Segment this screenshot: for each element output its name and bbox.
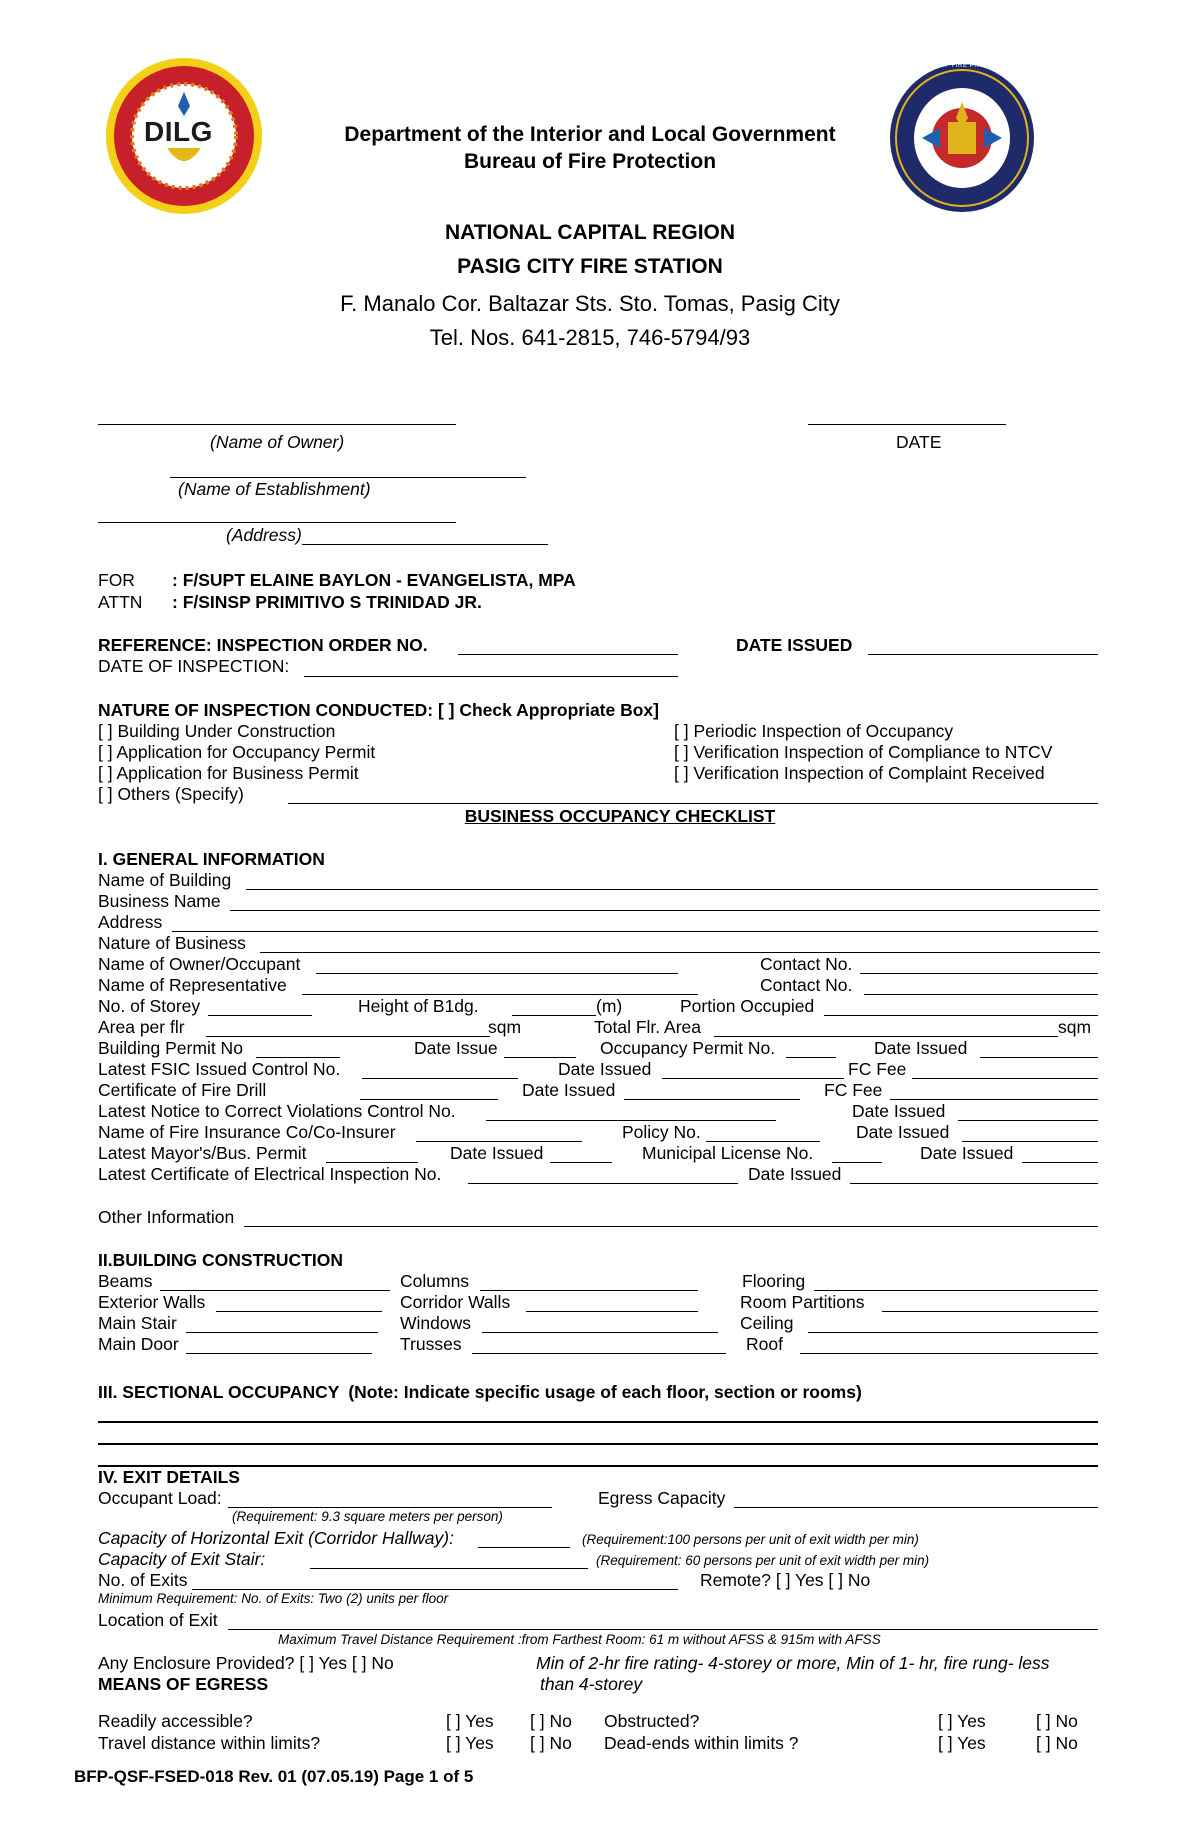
checklist-title: BUSINESS OCCUPANCY CHECKLIST xyxy=(464,806,776,826)
station-name: PASIG CITY FIRE STATION xyxy=(457,255,723,278)
address-line-bottom[interactable] xyxy=(302,544,548,545)
ceiling-label: Ceiling xyxy=(740,1313,794,1333)
obstructed-no[interactable]: [ ] No xyxy=(1036,1711,1078,1731)
occupancy-permit-label: Occupancy Permit No. xyxy=(600,1038,776,1058)
for-value: : F/SUPT ELAINE BAYLON - EVANGELISTA, MPA xyxy=(172,570,576,590)
egress-heading: MEANS OF EGRESS xyxy=(98,1674,269,1694)
roof-line[interactable] xyxy=(800,1353,1098,1354)
attn-label: ATTN xyxy=(98,592,143,612)
beams-label: Beams xyxy=(98,1271,153,1291)
flooring-label: Flooring xyxy=(742,1271,806,1291)
owner-occupant-label: Name of Owner/Occupant xyxy=(98,954,301,974)
location-of-exit-line[interactable] xyxy=(228,1629,1098,1630)
electrical-cert-line[interactable] xyxy=(468,1183,738,1184)
date-issued-7-label: Date Issued xyxy=(920,1143,1014,1163)
latest-notice-line[interactable] xyxy=(486,1120,776,1121)
date-of-inspection-label: DATE OF INSPECTION: xyxy=(98,656,290,676)
main-door-line[interactable] xyxy=(186,1353,372,1354)
contact-no-2-label: Contact No. xyxy=(760,975,853,995)
municipal-license-line[interactable] xyxy=(832,1162,882,1163)
department-name: Department of the Interior and Local Government xyxy=(344,123,836,146)
building-permit-label: Building Permit No xyxy=(98,1038,243,1058)
inspection-order-line[interactable] xyxy=(458,654,678,655)
no-of-storey-label: No. of Storey xyxy=(98,996,201,1016)
date-issue-line[interactable] xyxy=(504,1057,576,1058)
trusses-line[interactable] xyxy=(472,1353,726,1354)
exit-stair-label: Capacity of Exit Stair: xyxy=(98,1549,266,1569)
readily-no[interactable]: [ ] No xyxy=(530,1711,572,1731)
travel-yes[interactable]: [ ] Yes xyxy=(446,1733,494,1753)
latest-fsic-line[interactable] xyxy=(362,1078,518,1079)
main-door-label: Main Door xyxy=(98,1334,179,1354)
nature-of-business-line[interactable] xyxy=(260,952,1100,953)
date-issue-label: Date Issue xyxy=(414,1038,498,1058)
sqm-1: sqm xyxy=(488,1017,522,1037)
occupant-load-line[interactable] xyxy=(228,1507,552,1508)
sectional-heading-bold: III. SECTIONAL OCCUPANCY xyxy=(98,1382,340,1402)
enclosure-note-1: Min of 2-hr fire rating- 4-storey or more, Min of 1- hr, fire rung- less xyxy=(536,1653,1050,1673)
sectional-line-3[interactable] xyxy=(98,1465,1098,1467)
columns-label: Columns xyxy=(400,1271,470,1291)
contact-no-1-line[interactable] xyxy=(860,973,1098,974)
construction-heading: II.BUILDING CONSTRUCTION xyxy=(98,1250,343,1270)
address-label: (Address) xyxy=(226,525,302,545)
occupant-load-label: Occupant Load: xyxy=(98,1488,222,1508)
nature-option-periodic[interactable]: [ ] Periodic Inspection of Occupancy xyxy=(674,721,954,741)
exterior-walls-label: Exterior Walls xyxy=(98,1292,206,1312)
date-issued-line[interactable] xyxy=(868,654,1098,655)
min-exits-requirement: Minimum Requirement: No. of Exits: Two (2) units per floor xyxy=(98,1591,449,1606)
date-issued-2-label: Date Issued xyxy=(558,1059,652,1079)
other-information-label: Other Information xyxy=(98,1207,235,1227)
ceiling-line[interactable] xyxy=(808,1332,1098,1333)
enclosure-note-2: than 4-storey xyxy=(540,1674,643,1694)
bfp-logo-text: BUREAU OF FIRE PROTECTION xyxy=(908,63,1016,69)
dead-ends-no[interactable]: [ ] No xyxy=(1036,1733,1078,1753)
exit-stair-requirement: (Requirement: 60 persons per unit of exit width per min) xyxy=(596,1553,930,1568)
trusses-label: Trusses xyxy=(400,1334,462,1354)
occupant-load-requirement: (Requirement: 9.3 square meters per person) xyxy=(232,1509,503,1524)
nature-option-business-permit[interactable]: [ ] Application for Business Permit xyxy=(98,763,359,783)
name-of-building-line[interactable] xyxy=(246,889,1098,890)
exit-heading: IV. EXIT DETAILS xyxy=(98,1467,240,1487)
nature-option-complaint[interactable]: [ ] Verification Inspection of Complaint Received xyxy=(674,763,1045,783)
main-stair-line[interactable] xyxy=(186,1332,378,1333)
obstructed-yes[interactable]: [ ] Yes xyxy=(938,1711,986,1731)
bureau-name: Bureau of Fire Protection xyxy=(463,150,717,173)
dilg-logo xyxy=(104,56,264,216)
attn-value: : F/SINSP PRIMITIVO S TRINIDAD JR. xyxy=(172,592,482,612)
date-issued-7-line[interactable] xyxy=(1022,1162,1098,1163)
total-flr-area-line[interactable] xyxy=(714,1036,1058,1037)
nature-option-others[interactable]: [ ] Others (Specify) xyxy=(98,784,244,804)
date-issued-5-label: Date Issued xyxy=(856,1122,950,1142)
date-issued-1-line[interactable] xyxy=(980,1057,1098,1058)
owner-name-line[interactable] xyxy=(98,424,456,425)
main-stair-label: Main Stair xyxy=(98,1313,177,1333)
owner-name-label: (Name of Owner) xyxy=(210,432,345,452)
policy-no-line[interactable] xyxy=(706,1141,820,1142)
other-information-line[interactable] xyxy=(244,1226,1098,1227)
egress-capacity-label: Egress Capacity xyxy=(598,1488,726,1508)
height-label: Height of B1dg. xyxy=(358,996,479,1016)
remote-option[interactable]: Remote? [ ] Yes [ ] No xyxy=(700,1570,871,1590)
height-line[interactable] xyxy=(512,1015,596,1016)
horizontal-exit-label: Capacity of Horizontal Exit (Corridor Hallway): xyxy=(98,1528,454,1548)
date-issued-label: DATE ISSUED xyxy=(736,635,853,655)
policy-no-label: Policy No. xyxy=(622,1122,701,1142)
total-flr-area-label: Total Flr. Area xyxy=(594,1017,701,1037)
sectional-line-2[interactable] xyxy=(98,1443,1098,1445)
room-partitions-line[interactable] xyxy=(882,1311,1098,1312)
for-label: FOR xyxy=(98,570,135,590)
date-issued-4-line[interactable] xyxy=(958,1120,1098,1121)
address-field-line[interactable] xyxy=(172,931,1098,932)
sqm-2: sqm xyxy=(1058,1017,1092,1037)
exit-stair-line[interactable] xyxy=(310,1568,588,1569)
representative-label: Name of Representative xyxy=(98,975,287,995)
roof-label: Roof xyxy=(746,1334,783,1354)
horizontal-exit-line[interactable] xyxy=(478,1547,570,1548)
enclosure-question[interactable]: Any Enclosure Provided? [ ] Yes [ ] No xyxy=(98,1653,394,1673)
establishment-label: (Name of Establishment) xyxy=(178,479,371,499)
beams-line[interactable] xyxy=(160,1290,390,1291)
area-per-flr-label: Area per flr xyxy=(98,1017,185,1037)
nature-option-construction[interactable]: [ ] Building Under Construction xyxy=(98,721,336,741)
readily-yes[interactable]: [ ] Yes xyxy=(446,1711,494,1731)
business-name-label: Business Name xyxy=(98,891,221,911)
sectional-heading-note: (Note: Indicate specific usage of each floor, section or rooms) xyxy=(348,1382,862,1402)
no-of-storey-line[interactable] xyxy=(208,1015,312,1016)
exterior-walls-line[interactable] xyxy=(216,1311,382,1312)
date-issued-3-label: Date Issued xyxy=(522,1080,616,1100)
travel-no[interactable]: [ ] No xyxy=(530,1733,572,1753)
date-issued-8-line[interactable] xyxy=(850,1183,1098,1184)
establishment-line[interactable] xyxy=(170,477,526,478)
travel-distance-label: Travel distance within limits? xyxy=(98,1733,321,1753)
date-issued-6-line[interactable] xyxy=(550,1162,612,1163)
fc-fee-2-label: FC Fee xyxy=(824,1080,883,1100)
height-unit: (m) xyxy=(596,996,623,1016)
business-name-line[interactable] xyxy=(230,910,1100,911)
building-permit-line[interactable] xyxy=(256,1057,340,1058)
latest-fsic-label: Latest FSIC Issued Control No. xyxy=(98,1059,341,1079)
others-specify-line[interactable] xyxy=(288,803,1098,804)
dead-ends-yes[interactable]: [ ] Yes xyxy=(938,1733,986,1753)
location-of-exit-label: Location of Exit xyxy=(98,1610,218,1630)
portion-occupied-label: Portion Occupied xyxy=(680,996,815,1016)
sectional-heading xyxy=(98,1382,862,1402)
name-of-building-label: Name of Building xyxy=(98,870,232,890)
nature-heading: NATURE OF INSPECTION CONDUCTED: [ ] Check Appropriate Box] xyxy=(98,700,659,720)
columns-line[interactable] xyxy=(480,1290,698,1291)
fire-insurance-line[interactable] xyxy=(416,1141,582,1142)
general-heading: I. GENERAL INFORMATION xyxy=(98,849,325,869)
form-footer: BFP-QSF-FSED-018 Rev. 01 (07.05.19) Page 1 of 5 xyxy=(74,1767,474,1786)
date-label: DATE xyxy=(896,432,942,452)
mayors-permit-label: Latest Mayor's/Bus. Permit xyxy=(98,1143,307,1163)
obstructed-label: Obstructed? xyxy=(604,1711,700,1731)
fc-fee-1-label: FC Fee xyxy=(848,1059,907,1079)
no-of-exits-label: No. of Exits xyxy=(98,1570,188,1590)
region-name: NATIONAL CAPITAL REGION xyxy=(444,221,736,244)
nature-option-ntcv[interactable]: [ ] Verification Inspection of Compliance to NTCV xyxy=(674,742,1053,762)
date-issued-3-line[interactable] xyxy=(624,1099,800,1100)
electrical-cert-label: Latest Certificate of Electrical Inspection No. xyxy=(98,1164,442,1184)
dead-ends-label: Dead-ends within limits ? xyxy=(604,1733,799,1753)
nature-option-occupancy-permit[interactable]: [ ] Application for Occupancy Permit xyxy=(98,742,376,762)
windows-line[interactable] xyxy=(482,1332,718,1333)
horizontal-exit-requirement: (Requirement:100 persons per unit of exit width per min) xyxy=(582,1532,919,1547)
travel-distance-requirement: Maximum Travel Distance Requirement :from Farthest Room: 61 m without AFSS & 915m with AFSS xyxy=(278,1632,881,1647)
station-telephone: Tel. Nos. 641-2815, 746-5794/93 xyxy=(429,325,751,350)
corridor-walls-line[interactable] xyxy=(526,1311,698,1312)
inspection-order-label: REFERENCE: INSPECTION ORDER NO. xyxy=(98,635,428,655)
windows-label: Windows xyxy=(400,1313,471,1333)
date-issued-5-line[interactable] xyxy=(962,1141,1098,1142)
address-line-top[interactable] xyxy=(98,522,456,523)
date-of-inspection-line[interactable] xyxy=(304,676,678,677)
readily-accessible-label: Readily accessible? xyxy=(98,1711,253,1731)
fc-fee-2-line[interactable] xyxy=(890,1099,1098,1100)
fire-drill-label: Certificate of Fire Drill xyxy=(98,1080,267,1100)
nature-of-business-label: Nature of Business xyxy=(98,933,246,953)
date-issued-6-label: Date Issued xyxy=(450,1143,544,1163)
owner-occupant-line[interactable] xyxy=(316,973,678,974)
date-issued-4-label: Date Issued xyxy=(852,1101,946,1121)
room-partitions-label: Room Partitions xyxy=(740,1292,865,1312)
contact-no-2-line[interactable] xyxy=(864,994,1098,995)
representative-line[interactable] xyxy=(302,994,698,995)
fc-fee-1-line[interactable] xyxy=(912,1078,1098,1079)
area-per-flr-line[interactable] xyxy=(206,1036,490,1037)
no-of-exits-line[interactable] xyxy=(192,1589,678,1590)
address-field-label: Address xyxy=(98,912,163,932)
municipal-license-label: Municipal License No. xyxy=(642,1143,814,1163)
fire-drill-line[interactable] xyxy=(360,1099,498,1100)
date-issued-1-label: Date Issued xyxy=(874,1038,968,1058)
corridor-walls-label: Corridor Walls xyxy=(400,1292,511,1312)
portion-occupied-line[interactable] xyxy=(824,1015,1098,1016)
date-line[interactable] xyxy=(808,424,1006,425)
egress-capacity-line[interactable] xyxy=(734,1507,1098,1508)
occupancy-permit-line[interactable] xyxy=(786,1057,836,1058)
date-issued-8-label: Date Issued xyxy=(748,1164,842,1184)
flooring-line[interactable] xyxy=(814,1290,1098,1291)
sectional-line-1[interactable] xyxy=(98,1421,1098,1423)
fire-insurance-label: Name of Fire Insurance Co/Co-Insurer xyxy=(98,1122,396,1142)
station-address: F. Manalo Cor. Baltazar Sts. Sto. Tomas, Pasig City xyxy=(340,291,840,316)
date-issued-2-line[interactable] xyxy=(662,1078,844,1079)
dilg-logo-text: DILG xyxy=(144,116,213,147)
latest-notice-label: Latest Notice to Correct Violations Control No. xyxy=(98,1101,456,1121)
mayors-permit-line[interactable] xyxy=(326,1162,418,1163)
contact-no-1-label: Contact No. xyxy=(760,954,853,974)
